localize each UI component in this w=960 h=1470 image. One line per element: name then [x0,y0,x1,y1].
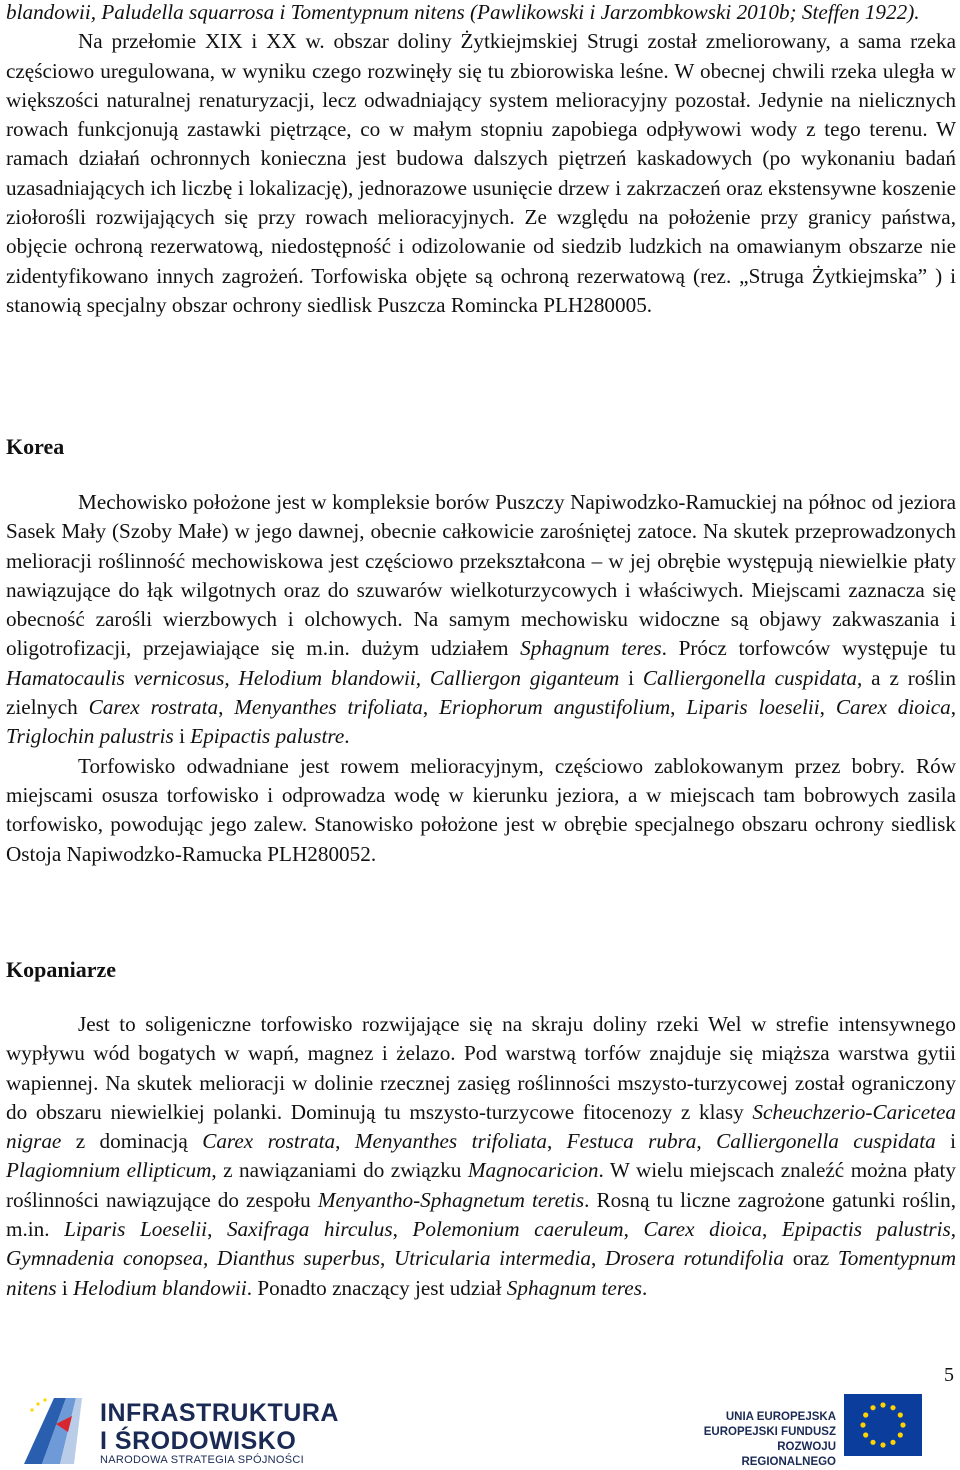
eu-star-icon [870,1440,875,1445]
logo-title-line-1: INFRASTRUKTURA [100,1399,339,1427]
logo-subtitle: NARODOWA STRATEGIA SPÓJNOŚCI [100,1454,304,1466]
eu-fund-logo [700,1394,940,1468]
paragraph-kopaniarze: Jest to soligeniczne torfowisko rozwijające się na skraju doliny rzeki Wel w strefie intensywnego wypływu wód bogatych w wapń, magnez i żelazo. Pod warstwą torfów znajduje się miąższa warstwa gytii wapiennej. Na skutek melioracji w dolinie rzecznej zasięg roślinności mszysto-turzycowej został ograniczony do obszaru niewielkiej polanki. Dominują tu mszysto-turzycowe fitocenozy z klasy Scheuchzerio-Caricetea nigrae z dominacją Carex rostrata, Menyanthes trifoliata, Festuca rubra, Calliergonella cuspidata i Plagiomnium ellipticum, z nawiązaniami do związku Magnocaricion. W wielu miejscach znaleźć można płaty roślinności nawiązujące do zespołu Menyantho-Sphagnetum teretis. Rosną tu liczne zagrożone gatunki roślin, m.in. Liparis Loeselii, Saxifraga hirculus, Polemonium caeruleum, Carex dioica, Epipactis palustris, Gymnadenia conopsea, Dianthus superbus, Utricularia intermedia, Drosera rotundifolia oraz Tomentypnum nitens i Helodium blandowii. Ponadto znaczący jest udział Sphagnum teres. [6,1012,957,1300]
logo-title-line-2: I ŚRODOWISKO [100,1427,297,1455]
eu-star-icon [863,1432,868,1437]
section-korea [6,488,956,869]
section-heading-kopaniarze: Kopaniarze [6,957,116,982]
paragraph-korea-1: Mechowisko położone jest w kompleksie borów Puszczy Napiwodzko-Ramuckiej na północ od jeziora Sasek Mały (Szoby Małe) w jego dawnej, obecnie całkowicie zarośniętej zatoce. Na skutek przeprowadzonych melioracji roślinność mechowiskowa jest częściowo przekształcona – w jej obrębie występują niewielkie płaty nawiązujące do łąk wilgotnych oraz do szuwarów wielkoturzycowych i właściwych. Miejscami zaznacza się obecność zarośli wierzbowych i olchowych. Na samym mechowisku widoczne są objawy zakwaszania i oligotrofizacji, przejawiające się m.in. dużym udziałem Sphagnum teres. Prócz torfowców występuje tu Hamatocaulis vernicosus, Helodium blandowii, Calliergon giganteum i Calliergonella cuspidata, a z roślin zielnych Carex rostrata, Menyanthes trifoliata, Eriophorum angustifolium, Liparis loeselii, Carex dioica, Triglochin palustris i Epipactis palustre. [6,490,957,749]
eu-star-icon [880,1442,885,1447]
eu-star-icon [890,1440,895,1445]
paragraph-struga: Na przełomie XIX i XX w. obszar doliny Żytkiejmskiej Strugi został zmeliorowany, a sama rzeka częściowo uregulowana, w wyniku czego rozwinęły się tu zbiorowiska leśne. W obecnej chwili rzeka uległa w większości naturalnej renaturyzacji, lecz odwadniający system melioracyjny pozostał. Jedynie na nielicznych rowach funkcjonują zastawki piętrzące, co w małym stopniu zapobiega odpływowi wody z tego terenu. W ramach działań ochronnych konieczna jest budowa dalszych piętrzeń kaskadowych (po wykonaniu badań uzasadniających ich liczbę i lokalizację), jednorazowe usunięcie drzew i zakrzaczeń oraz ekstensywne koszenie ziołorośli rozwijających się przy rowach melioracyjnych. Ze względu na położenie przy granicy państwa, objęcie ochroną rezerwatową, niedostępność i odizolowanie od siedzib ludzkich na omawianym obszarze nie zidentyfikowano innych zagrożeń. Torfowiska objęte są ochroną rezerwatową (rez. „Struga Żytkiejmska” ) i stanowią specjalny obszar ochrony siedlisk Puszcza Romincka PLH280005. [6,29,956,317]
eu-star-icon [890,1405,895,1410]
eu-star-icon [898,1432,903,1437]
cohesion-strategy-logo-icon [20,1394,90,1466]
continued-text [6,0,956,27]
eu-fund-text: UNIA EUROPEJSKA EUROPEJSKI FUNDUSZ ROZWOJU REGIONALNEGO [703,1411,836,1468]
paragraph-korea-2: Torfowisko odwadniane jest rowem melioracyjnym, częściowo zablokowanym przez bobry. Rów miejscami osusza torfowisko i odprowadza wodę w kierunku jeziora, a w miejscach tam bobrowych zasila torfowisko, powodując jego zalew. Stanowisko położone jest w obrębie specjalnego obszaru ochrony siedlisk Ostoja Napiwodzko-Ramucka PLH280052. [6,753,956,866]
eu-star-icon [900,1422,905,1427]
species-run-on: blandowii, Paludella squarrosa i Tomentypnum nitens (Pawlikowski i Jarzombkowski 2010b; Steffen 1922). [6,0,920,24]
eu-star-icon [880,1402,885,1407]
section-kopaniarze [6,1010,956,1303]
section-heading-korea: Korea [6,434,65,459]
infrastruktura-logo [10,1392,340,1468]
footer-logos [0,1392,960,1468]
eu-star-icon [898,1412,903,1417]
eu-star-icon [870,1405,875,1410]
page-number: 5 [944,1364,954,1386]
intro-paragraph [6,0,956,320]
eu-flag-icon [844,1394,922,1456]
eu-star-icon [860,1422,865,1427]
eu-star-icon [863,1412,868,1417]
